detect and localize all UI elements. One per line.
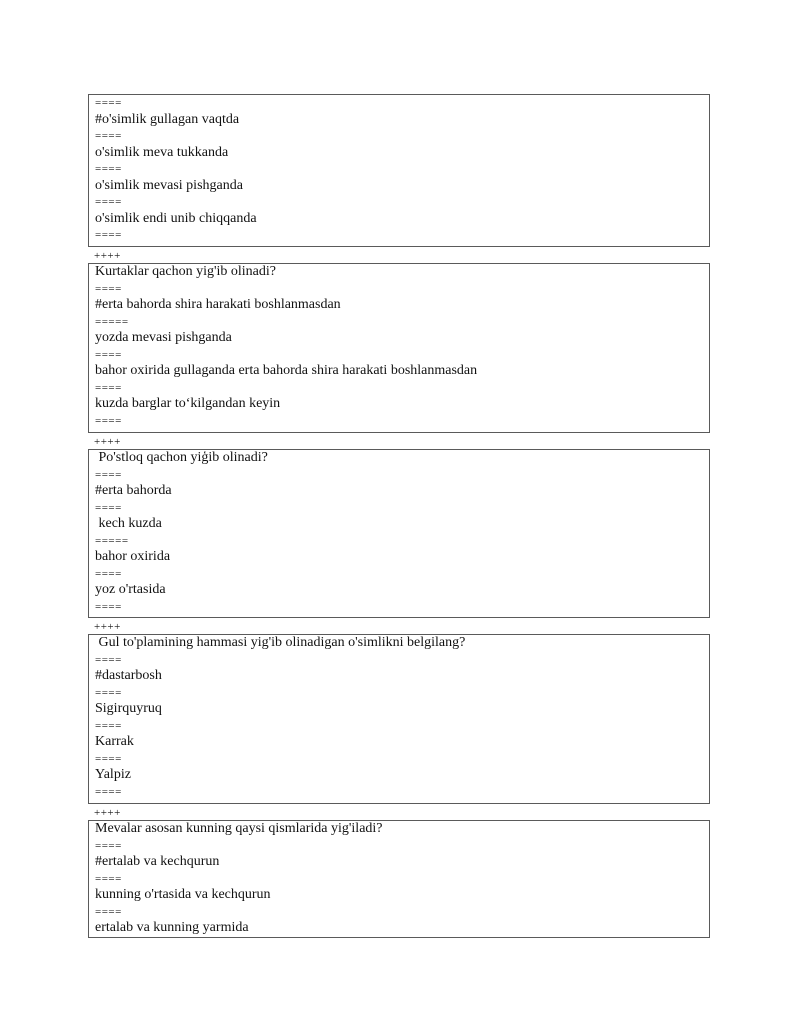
option-separator: ====	[95, 282, 122, 295]
option-separator: ====	[95, 130, 122, 142]
question-text: Gul to'plamining hammasi yig'ib olinadigan o'simlikni belgilang?	[95, 635, 466, 650]
option-separator: =====	[95, 534, 129, 547]
option-separator: ====	[95, 719, 122, 732]
answer-option: kech kuzda	[95, 516, 162, 531]
correct-answer-option: #ertalab va kechqurun	[95, 854, 220, 869]
option-separator: ====	[95, 381, 122, 394]
answer-option: bahor oxirida gullaganda erta bahorda shira harakati boshlanmasdan	[95, 363, 478, 378]
option-separator: ====	[95, 872, 122, 885]
option-separator: ====	[95, 839, 122, 852]
option-separator: =====	[95, 315, 129, 328]
question-text: Po'stloq qachon yiģib olinadi?	[95, 450, 268, 465]
question-delimiter: ++++	[94, 621, 121, 633]
answer-option: o'simlik meva tukkanda	[95, 144, 229, 160]
question-block-1	[88, 94, 710, 247]
question-block-5	[88, 820, 710, 938]
answer-option: yoz o'rtasida	[95, 582, 166, 597]
answer-option: kuzda barglar to‘kilgandan keyin	[95, 396, 281, 411]
answer-option: ertalab va kunning yarmida	[95, 920, 249, 935]
question-block-4	[88, 634, 710, 804]
option-separator: ====	[95, 163, 122, 175]
correct-answer-option: #erta bahorda shira harakati boshlanmasdan	[95, 297, 341, 312]
correct-answer-option: #erta bahorda	[95, 483, 172, 498]
option-separator: ====	[95, 686, 122, 699]
option-separator: ====	[95, 785, 122, 798]
answer-option: Yalpiz	[95, 767, 131, 782]
option-separator: ====	[95, 567, 122, 580]
option-separator: ====	[95, 414, 122, 427]
option-separator: ====	[95, 653, 122, 666]
question-text: Mevalar asosan kunning qaysi qismlarida yig'iladi?	[95, 821, 383, 836]
correct-answer-option: #o'simlik gullagan vaqtda	[95, 111, 240, 127]
answer-option: kunning o'rtasida va kechqurun	[95, 887, 271, 902]
question-delimiter: ++++	[94, 436, 121, 448]
option-separator: ====	[95, 501, 122, 514]
option-separator: ====	[95, 600, 122, 613]
option-separator: ====	[95, 196, 122, 208]
answer-option: Sigirquyruq	[95, 701, 162, 716]
option-separator: ====	[95, 468, 122, 481]
option-separator: ====	[95, 752, 122, 765]
question-block-3	[88, 449, 710, 618]
answer-option: o'simlik endi unib chiqqanda	[95, 210, 257, 226]
answer-option: yozda mevasi pishganda	[95, 330, 232, 345]
question-delimiter: ++++	[94, 250, 121, 262]
answer-option: bahor oxirida	[95, 549, 171, 564]
option-separator: ====	[95, 229, 122, 241]
question-block-2	[88, 263, 710, 433]
option-separator: ====	[95, 97, 122, 109]
question-text: Kurtaklar qachon yig'ib olinadi?	[95, 264, 276, 279]
option-separator: ====	[95, 348, 122, 361]
answer-option: o'simlik mevasi pishganda	[95, 177, 243, 193]
question-delimiter: ++++	[94, 807, 121, 819]
answer-option: Karrak	[95, 734, 134, 749]
correct-answer-option: #dastarbosh	[95, 668, 162, 683]
option-separator: ====	[95, 905, 122, 918]
